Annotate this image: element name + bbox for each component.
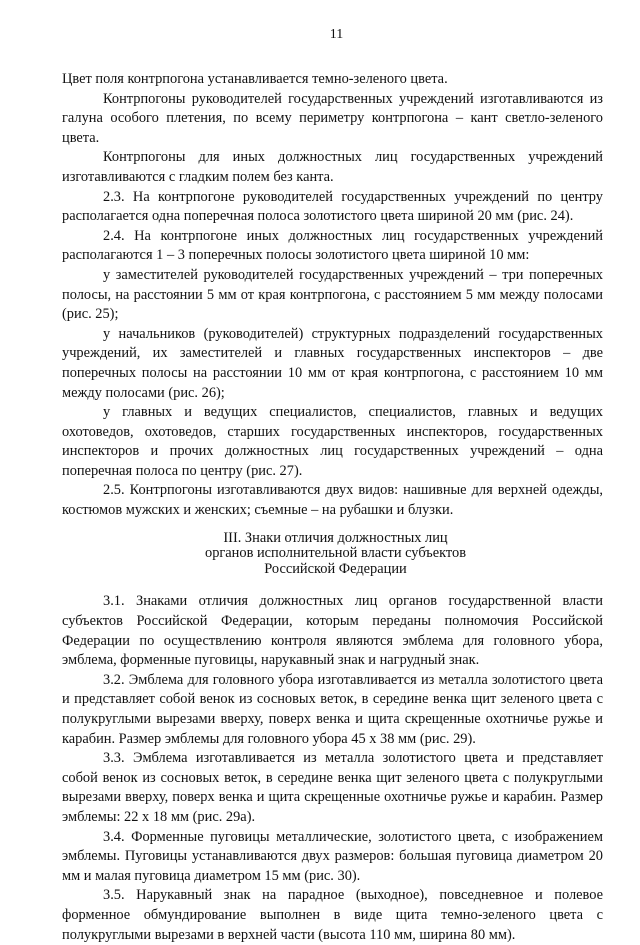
- paragraph-3-4: 3.4. Форменные пуговицы металлические, золотистого цвета, с изображением эмблемы. Пуговицы устанавливаются двух размеров: большая пуговица диаметром 20 мм и малая пуговица диаметром 15 мм (рис. 30).: [62, 828, 603, 884]
- paragraph-2-3: 2.3. На контрпогоне руководителей государственных учреждений по центру располагается одна поперечная полоса золотистого цвета шириной 20 мм (рис. 24).: [62, 188, 603, 225]
- paragraph-leaders-epaulettes: Контрпогоны руководителей государственных учреждений изготавливаются из галуна особого плетения, по всему периметру контрпогона – кант светло-зеленого цвета.: [62, 90, 603, 146]
- paragraph-2-4: 2.4. На контрпогоне иных должностных лиц государственных учреждений располагаются 1 – 3 поперечных полосы золотистого цвета шириной 10 мм:: [62, 227, 603, 264]
- section-heading: [62, 531, 603, 578]
- page-number: 11: [329, 27, 344, 42]
- paragraph-other-officials-epaulettes: Контрпогоны для иных должностных лиц государственных учреждений изготавливаются с гладким полем без канта.: [62, 149, 603, 185]
- paragraph-field-color: Цвет поля контрпогона устанавливается темно-зеленого цвета.: [62, 71, 448, 87]
- paragraph-3-3: 3.3. Эмблема изготавливается из металла золотистого цвета и представляет собой венок из сосновых веток, в середине венка щит зеленого цвета с полукруглыми вырезами вверху, поверх венка и щита скрещенные охотничье ружье и карабин. Размер эмблемы: 22 х 18 мм (рис. 29а).: [62, 750, 603, 825]
- section-heading-line-1: III. Знаки отличия должностных лиц: [223, 529, 448, 546]
- paragraph-2-5: 2.5. Контрпогоны изготавливаются двух видов: нашивные для верхней одежды, костюмов мужских и женских; съемные – на рубашки и блузки.: [62, 482, 603, 519]
- section-heading-line-2: органов исполнительной власти субъектов: [205, 545, 466, 562]
- paragraph-specialists-stripes: у главных и ведущих специалистов, специалистов, главных и ведущих охотоведов, охотоведов, старших государственных инспекторов, государственных инспекторов и прочих должностных лиц государственных учреждений – одна поперечная полоса по центру (рис. 27).: [62, 404, 603, 479]
- paragraph-3-2: 3.2. Эмблема для головного убора изготавливается из металла золотистого цвета и представляет собой венок из сосновых веток, в середине венка щит зеленого цвета с полукруглыми вырезами вверху, поверх венка и щита скрещенные охотничье ружье и карабин. Размер эмблемы для головного убора 45 х 38 мм (рис. 29).: [62, 671, 603, 747]
- paragraph-3-5: 3.5. Нарукавный знак на парадное (выходное), повседневное и полевое форменное обмундирование выполнен в виде щита темно-зеленого цвета с полукруглыми вырезами в верхней части (высота 110 мм, ширина 80 мм).: [62, 887, 603, 943]
- paragraph-heads-stripes: у начальников (руководителей) структурных подразделений государственных учреждений, их заместителей и главных государственных инспекторов – две поперечных полосы на расстоянии 10 мм от края контрпогона, с расстоянием 10 мм между полосами (рис. 26);: [62, 325, 603, 401]
- body-part-2: [62, 592, 603, 945]
- paragraph-3-1: 3.1. Знаками отличия должностных лиц органов государственной власти субъектов Российской Федерации, которым переданы полномочия Российской Федерации по осуществлению контроля являются эмблема для головного убора, эмблема, форменные пуговицы, нарукавный знак и нагрудный знак.: [62, 593, 603, 669]
- section-heading-line-3: Российской Федерации: [264, 560, 407, 577]
- paragraph-deputies-stripes: у заместителей руководителей государственных учреждений – три поперечных полосы, на расстоянии 5 мм от края контрпогона, с расстоянием 5 мм между полосами (рис. 25);: [62, 266, 603, 323]
- body-part-1: [62, 70, 603, 521]
